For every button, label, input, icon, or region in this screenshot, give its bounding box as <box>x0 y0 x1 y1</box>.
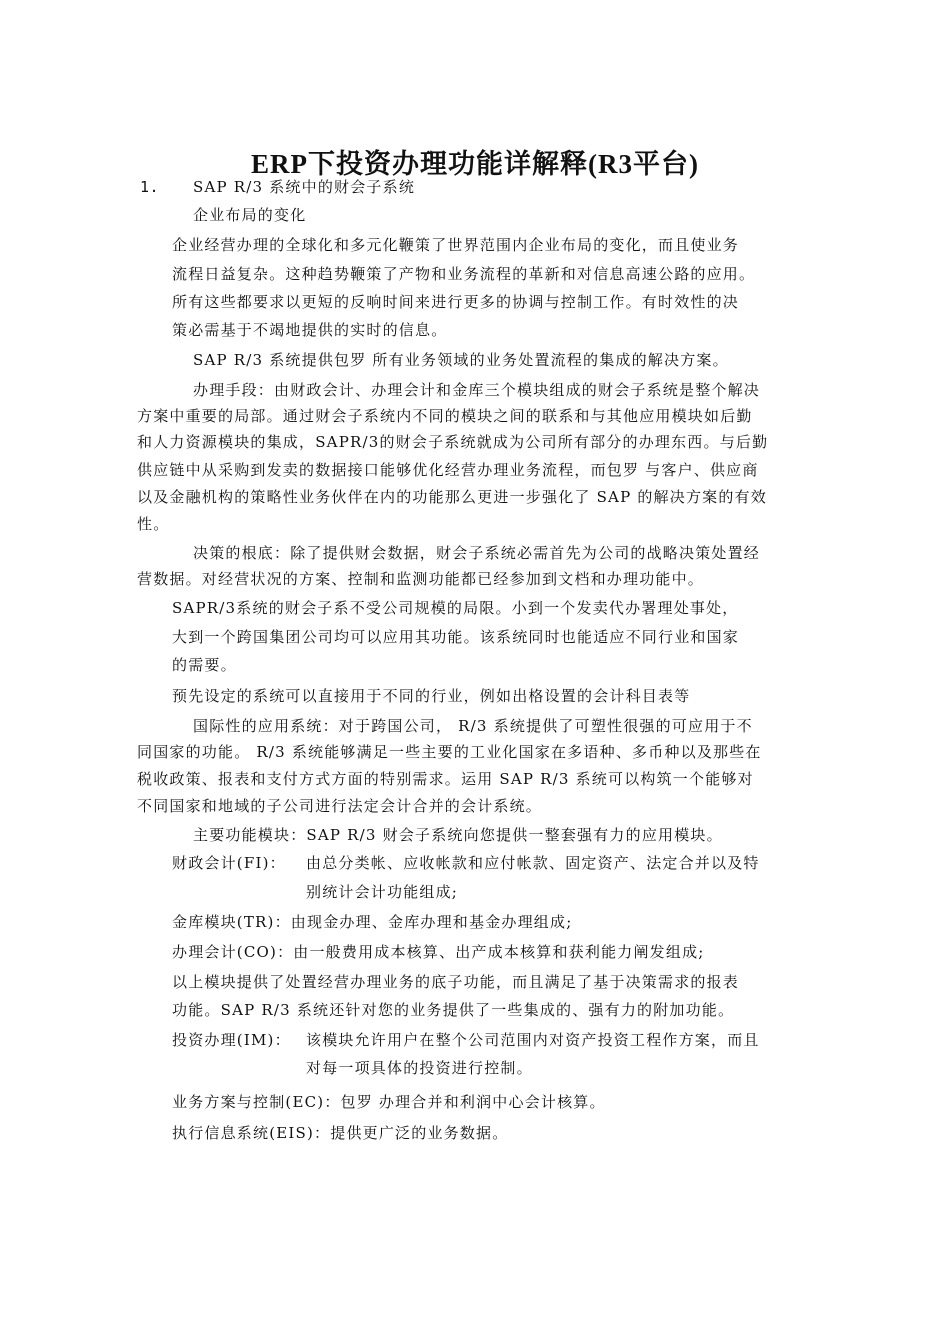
paragraph-line: 大到一个跨国集团公司均可以应用其功能。该系统同时也能适应不同行业和国家 <box>172 628 740 646</box>
paragraph-line: 和人力资源模块的集成，SAPR/3的财会子系统就成为公司所有部分的办理东西。与后勤 <box>137 433 769 451</box>
section-heading: SAP R/3 系统中的财会子系统 <box>193 178 416 196</box>
paragraph-line: 决策的根底：除了提供财会数据，财会子系统必需首先为公司的战略决策处置经 <box>193 544 761 562</box>
paragraph-line: 不同国家和地域的子公司进行法定会计合并的会计系统。 <box>137 797 543 815</box>
paragraph-line: 办理手段：由财政会计、办理会计和金库三个模块组成的财会子系统是整个解决 <box>193 381 761 399</box>
paragraph-line: 功能。SAP R/3 系统还针对您的业务提供了一些集成的、强有力的附加功能。 <box>172 1001 735 1019</box>
paragraph-line: 企业经营办理的全球化和多元化鞭策了世界范围内企业布局的变化，而且使业务 <box>172 236 740 254</box>
paragraph-line: 流程日益复杂。这种趋势鞭策了产物和业务流程的革新和对信息高速公路的应用。 <box>172 265 756 283</box>
paragraph-line: 所有这些都要求以更短的反响时间来进行更多的协调与控制工作。有时效性的决 <box>172 293 740 311</box>
module-fi-text: 别统计会计功能组成; <box>306 883 459 901</box>
module-tr: 金库模块(TR)：由现金办理、金库办理和基金办理组成; <box>172 913 573 931</box>
paragraph-line: 同国家的功能。 R/3 系统能够满足一些主要的工业化国家在多语种、多币种以及那些在 <box>137 743 762 761</box>
paragraph-line: 的需要。 <box>172 656 237 674</box>
paragraph-line: 以及金融机构的策略性业务伙伴在内的功能那么更进一步强化了 SAP 的解决方案的有效 <box>137 488 767 506</box>
paragraph-line: 策必需基于不竭地提供的实时的信息。 <box>172 321 448 339</box>
module-co: 办理会计(CO)：由一般费用成本核算、出产成本核算和获利能力阐发组成; <box>172 943 705 961</box>
module-im-label: 投资办理(IM)： <box>172 1031 291 1049</box>
paragraph-line: 国际性的应用系统：对于跨国公司， R/3 系统提供了可塑性很强的可应用于不 <box>193 717 753 735</box>
section-subheading: 企业布局的变化 <box>193 206 307 224</box>
paragraph-line: 以上模块提供了处置经营办理业务的底子功能，而且满足了基于决策需求的报表 <box>172 973 740 991</box>
paragraph-line: 主要功能模块：SAP R/3 财会子系统向您提供一整套强有力的应用模块。 <box>193 826 723 844</box>
module-ec: 业务方案与控制(EC)：包罗 办理合并和利润中心会计核算。 <box>172 1093 606 1111</box>
paragraph-line: 方案中重要的局部。通过财会子系统内不同的模块之间的联系和与其他应用模块如后勤 <box>137 407 753 425</box>
paragraph-line: 预先设定的系统可以直接用于不同的行业，例如出格设置的会计科目表等 <box>172 687 691 705</box>
section-number: 1. <box>140 178 160 196</box>
module-im-text: 该模块允许用户在整个公司范围内对资产投资工程作方案，而且 <box>306 1031 760 1049</box>
module-im-text: 对每一项具体的投资进行控制。 <box>306 1059 533 1077</box>
module-fi-text: 由总分类帐、应收帐款和应付帐款、固定资产、法定合并以及特 <box>306 854 760 872</box>
paragraph-line: 税收政策、报表和支付方式方面的特别需求。运用 SAP R/3 系统可以构筑一个能够对 <box>137 770 754 788</box>
paragraph-line: 营数据。对经营状况的方案、控制和监测功能都已经参加到文档和办理功能中。 <box>137 570 705 588</box>
paragraph-line: 性。 <box>137 515 170 533</box>
module-fi-label: 财政会计(FI)： <box>172 854 286 872</box>
module-eis: 执行信息系统(EIS)：提供更广泛的业务数据。 <box>172 1124 509 1142</box>
page-title: ERP下投资办理功能详解释(R3平台) <box>251 149 699 179</box>
paragraph-line: SAP R/3 系统提供包罗 所有业务领域的业务处置流程的集成的解决方案。 <box>193 351 729 369</box>
paragraph-line: SAPR/3系统的财会子系不受公司规模的局限。小到一个发卖代办署理处事处， <box>172 599 739 617</box>
paragraph-line: 供应链中从采购到发卖的数据接口能够优化经营办理业务流程，而包罗 与客户、供应商 <box>137 461 759 479</box>
